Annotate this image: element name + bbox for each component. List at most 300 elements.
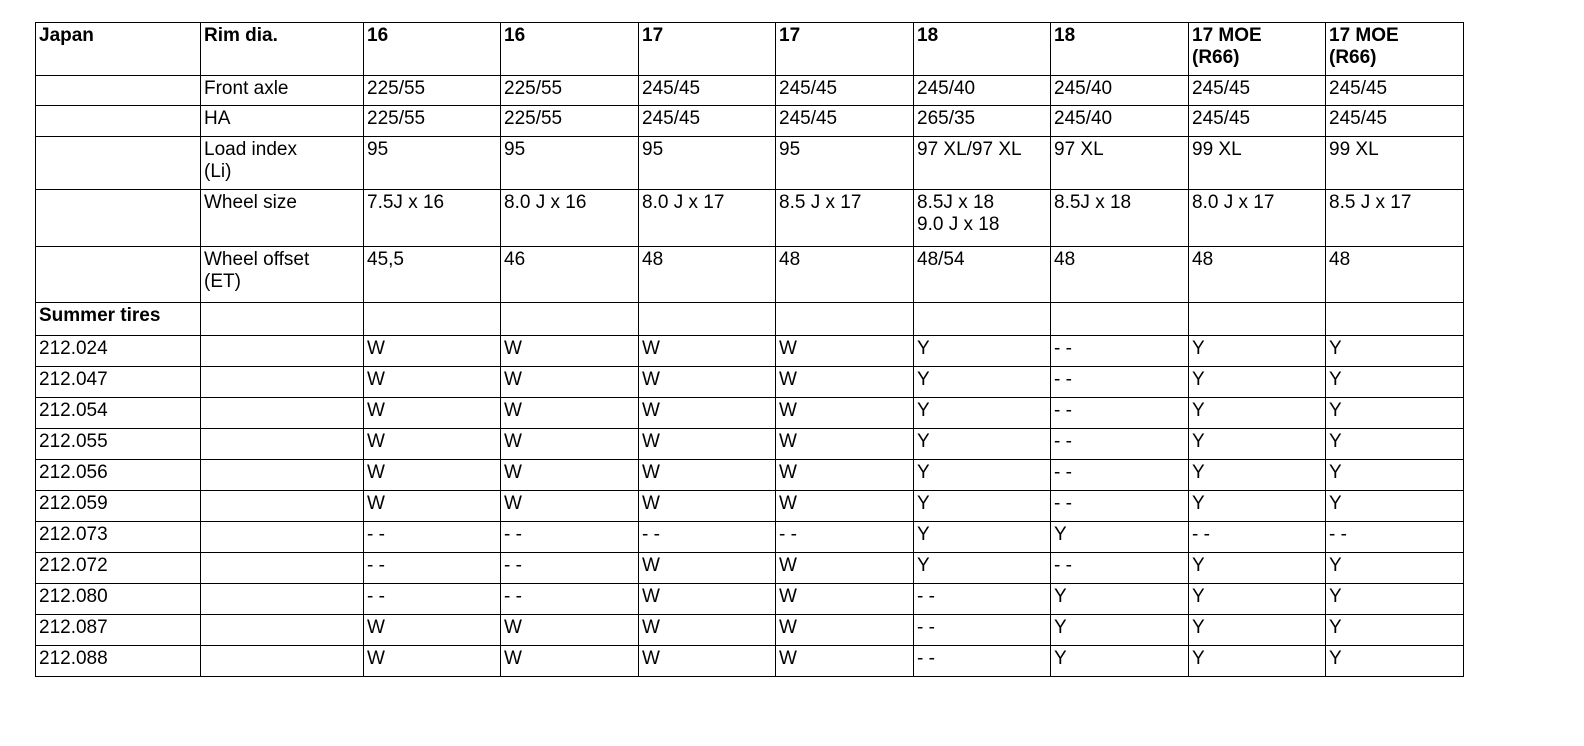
cell-text: (R66) bbox=[1329, 47, 1377, 68]
cell-text: - - bbox=[917, 586, 935, 607]
spec-value-cell bbox=[1326, 190, 1464, 247]
cell-text: 95 bbox=[367, 139, 389, 160]
cell-text: W bbox=[779, 462, 797, 483]
cell-text: Y bbox=[1192, 586, 1205, 607]
approval-cell bbox=[501, 336, 639, 367]
empty-cell bbox=[1189, 303, 1326, 336]
section-row bbox=[36, 303, 1464, 336]
spec-row bbox=[36, 106, 1464, 137]
cell-text: 16 bbox=[504, 25, 526, 46]
spec-value-cell bbox=[1326, 106, 1464, 137]
approval-cell bbox=[1051, 553, 1189, 584]
cell-text: Y bbox=[917, 431, 930, 452]
cell-text: Y bbox=[1329, 369, 1342, 390]
spec-value-cell bbox=[501, 76, 639, 106]
approval-cell bbox=[364, 522, 501, 553]
cell-text: 18 bbox=[917, 25, 939, 46]
approval-cell bbox=[1326, 584, 1464, 615]
spec-value-cell bbox=[639, 190, 776, 247]
spec-row bbox=[36, 76, 1464, 106]
cell-text: Y bbox=[1329, 431, 1342, 452]
cell-text: 245/45 bbox=[642, 78, 701, 99]
empty-cell bbox=[776, 303, 914, 336]
tire-row bbox=[36, 646, 1464, 677]
spec-value-cell bbox=[776, 190, 914, 247]
cell-text: 45,5 bbox=[367, 249, 404, 270]
cell-text: 212.073 bbox=[39, 524, 108, 545]
approval-cell bbox=[1051, 398, 1189, 429]
cell-text: - - bbox=[1054, 369, 1072, 390]
region-header-cell: Japan bbox=[36, 23, 201, 76]
cell-text: Y bbox=[1192, 617, 1205, 638]
empty-cell bbox=[364, 303, 501, 336]
cell-text: Y bbox=[1192, 369, 1205, 390]
spec-value-cell bbox=[501, 137, 639, 190]
cell-text: 8.0 J x 16 bbox=[504, 192, 587, 213]
empty-cell bbox=[201, 522, 364, 553]
cell-text: W bbox=[367, 431, 385, 452]
spec-value-cell bbox=[639, 137, 776, 190]
rim-column-header-6 bbox=[1051, 23, 1189, 76]
cell-text: Y bbox=[1192, 493, 1205, 514]
approval-cell bbox=[914, 615, 1051, 646]
approval-cell bbox=[501, 615, 639, 646]
spec-value-cell bbox=[914, 106, 1051, 137]
cell-text: Front axle bbox=[204, 78, 289, 99]
cell-text: Y bbox=[1329, 493, 1342, 514]
spec-value-cell bbox=[364, 190, 501, 247]
approval-cell bbox=[1051, 367, 1189, 398]
cell-text: - - bbox=[1192, 524, 1210, 545]
approval-cell bbox=[364, 584, 501, 615]
cell-text: 225/55 bbox=[504, 108, 563, 129]
approval-cell bbox=[914, 491, 1051, 522]
tire-code-cell bbox=[36, 615, 201, 646]
approval-cell bbox=[501, 367, 639, 398]
approval-cell bbox=[1189, 522, 1326, 553]
spec-value-cell bbox=[364, 247, 501, 303]
empty-cell bbox=[201, 303, 364, 336]
cell-text: Y bbox=[917, 493, 930, 514]
cell-text: 212.054 bbox=[39, 400, 108, 421]
rim-column-header-5 bbox=[914, 23, 1051, 76]
cell-text: W bbox=[367, 648, 385, 669]
cell-text: Y bbox=[1329, 586, 1342, 607]
approval-cell bbox=[776, 491, 914, 522]
spec-value-cell bbox=[1051, 247, 1189, 303]
approval-cell bbox=[914, 460, 1051, 491]
cell-text: W bbox=[367, 617, 385, 638]
tire-code-cell bbox=[36, 398, 201, 429]
cell-text: - - bbox=[1054, 493, 1072, 514]
spec-value-cell bbox=[776, 137, 914, 190]
cell-text: - - bbox=[1054, 555, 1072, 576]
approval-cell bbox=[1189, 584, 1326, 615]
cell-text: 225/55 bbox=[504, 78, 563, 99]
cell-text: Wheel offset bbox=[204, 249, 310, 270]
spec-label-cell bbox=[201, 137, 364, 190]
tire-code-cell bbox=[36, 429, 201, 460]
cell-text: - - bbox=[1329, 524, 1347, 545]
approval-cell bbox=[639, 460, 776, 491]
approval-cell bbox=[639, 646, 776, 677]
cell-text: 212.088 bbox=[39, 648, 108, 669]
cell-text: W bbox=[642, 462, 660, 483]
cell-text: Y bbox=[1329, 400, 1342, 421]
tire-approval-table bbox=[35, 22, 1464, 677]
empty-cell bbox=[201, 584, 364, 615]
approval-cell bbox=[776, 522, 914, 553]
approval-cell bbox=[501, 460, 639, 491]
tire-row bbox=[36, 522, 1464, 553]
cell-text: W bbox=[504, 369, 522, 390]
spec-value-cell bbox=[501, 247, 639, 303]
rim-diameter-header-cell: Rim dia. bbox=[201, 23, 364, 76]
cell-text: 17 bbox=[779, 25, 801, 46]
spec-value-cell bbox=[1051, 190, 1189, 247]
spec-value-cell bbox=[1051, 137, 1189, 190]
cell-text: W bbox=[642, 555, 660, 576]
approval-cell bbox=[914, 646, 1051, 677]
cell-text: Y bbox=[917, 524, 930, 545]
approval-cell bbox=[364, 646, 501, 677]
approval-cell bbox=[1051, 615, 1189, 646]
cell-text: W bbox=[504, 462, 522, 483]
cell-text: Y bbox=[1054, 648, 1067, 669]
spec-label-cell bbox=[201, 247, 364, 303]
approval-cell bbox=[1051, 584, 1189, 615]
cell-text: - - bbox=[642, 524, 660, 545]
empty-cell bbox=[201, 429, 364, 460]
cell-text: 99 XL bbox=[1192, 139, 1242, 160]
cell-text: 48/54 bbox=[917, 249, 965, 270]
cell-text: Wheel size bbox=[204, 192, 297, 213]
tire-row bbox=[36, 584, 1464, 615]
approval-cell bbox=[364, 491, 501, 522]
cell-text: Y bbox=[1329, 338, 1342, 359]
cell-text: - - bbox=[917, 648, 935, 669]
cell-text: - - bbox=[367, 555, 385, 576]
cell-text: 245/45 bbox=[1192, 78, 1251, 99]
cell-text: - - bbox=[1054, 431, 1072, 452]
approval-cell bbox=[914, 398, 1051, 429]
cell-text: 8.5 J x 17 bbox=[779, 192, 862, 213]
approval-cell bbox=[364, 553, 501, 584]
cell-text: 212.056 bbox=[39, 462, 108, 483]
approval-cell bbox=[364, 398, 501, 429]
cell-text: 245/40 bbox=[917, 78, 976, 99]
spec-value-cell bbox=[639, 247, 776, 303]
cell-text: W bbox=[642, 431, 660, 452]
cell-text: 17 MOE bbox=[1192, 25, 1262, 46]
cell-text: W bbox=[642, 338, 660, 359]
spec-row bbox=[36, 137, 1464, 190]
approval-cell bbox=[639, 522, 776, 553]
empty-cell bbox=[201, 398, 364, 429]
tire-row bbox=[36, 398, 1464, 429]
tire-row bbox=[36, 367, 1464, 398]
approval-cell bbox=[1326, 336, 1464, 367]
empty-cell bbox=[36, 137, 201, 190]
spec-value-cell bbox=[1189, 76, 1326, 106]
cell-text: - - bbox=[504, 524, 522, 545]
cell-text: Y bbox=[917, 400, 930, 421]
tire-code-cell bbox=[36, 460, 201, 491]
cell-text: 95 bbox=[504, 139, 526, 160]
cell-text: 212.087 bbox=[39, 617, 108, 638]
cell-text: Y bbox=[1054, 524, 1067, 545]
spec-value-cell bbox=[639, 106, 776, 137]
empty-cell bbox=[36, 190, 201, 247]
approval-cell bbox=[1051, 336, 1189, 367]
tire-row bbox=[36, 615, 1464, 646]
cell-text: W bbox=[504, 648, 522, 669]
cell-text: 245/45 bbox=[1329, 108, 1388, 129]
approval-cell bbox=[776, 398, 914, 429]
cell-text: Y bbox=[1192, 431, 1205, 452]
spec-value-cell bbox=[776, 247, 914, 303]
cell-text: 212.024 bbox=[39, 338, 108, 359]
cell-text: Y bbox=[1192, 338, 1205, 359]
cell-text: (R66) bbox=[1192, 47, 1240, 68]
approval-cell bbox=[1189, 646, 1326, 677]
approval-cell bbox=[776, 336, 914, 367]
cell-text: - - bbox=[1054, 338, 1072, 359]
approval-cell bbox=[639, 615, 776, 646]
tire-row bbox=[36, 553, 1464, 584]
empty-cell bbox=[201, 367, 364, 398]
approval-cell bbox=[776, 553, 914, 584]
section-title-cell bbox=[36, 303, 201, 336]
cell-text: W bbox=[367, 369, 385, 390]
empty-cell bbox=[914, 303, 1051, 336]
approval-cell bbox=[914, 522, 1051, 553]
tire-row bbox=[36, 429, 1464, 460]
cell-text: W bbox=[642, 617, 660, 638]
cell-text: 46 bbox=[504, 249, 526, 270]
tire-row bbox=[36, 491, 1464, 522]
rim-column-header-1 bbox=[364, 23, 501, 76]
cell-text: W bbox=[642, 369, 660, 390]
cell-text: 245/45 bbox=[1329, 78, 1388, 99]
cell-text: W bbox=[504, 400, 522, 421]
empty-cell bbox=[36, 76, 201, 106]
cell-text: Summer tires bbox=[39, 305, 161, 326]
approval-cell bbox=[776, 367, 914, 398]
approval-cell bbox=[1326, 429, 1464, 460]
cell-text: Y bbox=[917, 462, 930, 483]
spec-value-cell bbox=[1326, 247, 1464, 303]
cell-text: - - bbox=[779, 524, 797, 545]
cell-text: (ET) bbox=[204, 271, 241, 292]
approval-cell bbox=[501, 491, 639, 522]
cell-text: W bbox=[504, 617, 522, 638]
spec-value-cell bbox=[1189, 137, 1326, 190]
spec-value-cell bbox=[1326, 76, 1464, 106]
approval-cell bbox=[1051, 491, 1189, 522]
cell-text: 8.5 J x 17 bbox=[1329, 192, 1412, 213]
cell-text: W bbox=[367, 338, 385, 359]
cell-text: 9.0 J x 18 bbox=[917, 214, 1000, 235]
cell-text: W bbox=[779, 493, 797, 514]
spec-value-cell bbox=[776, 106, 914, 137]
empty-cell bbox=[201, 336, 364, 367]
cell-text: 225/55 bbox=[367, 108, 426, 129]
tire-row bbox=[36, 460, 1464, 491]
cell-text: 7.5J x 16 bbox=[367, 192, 445, 213]
tire-code-cell bbox=[36, 522, 201, 553]
cell-text: 48 bbox=[1192, 249, 1214, 270]
empty-cell bbox=[36, 106, 201, 137]
rim-column-header-4 bbox=[776, 23, 914, 76]
cell-text: W bbox=[642, 586, 660, 607]
approval-cell bbox=[914, 584, 1051, 615]
cell-text: 97 XL bbox=[1054, 139, 1104, 160]
tire-code-cell bbox=[36, 336, 201, 367]
cell-text: 245/45 bbox=[779, 108, 838, 129]
approval-cell bbox=[639, 429, 776, 460]
cell-text: W bbox=[779, 431, 797, 452]
cell-text: W bbox=[504, 338, 522, 359]
approval-cell bbox=[1326, 553, 1464, 584]
cell-text: 245/45 bbox=[1192, 108, 1251, 129]
spec-row bbox=[36, 190, 1464, 247]
rim-column-header-2 bbox=[501, 23, 639, 76]
cell-text: 212.072 bbox=[39, 555, 108, 576]
cell-text: 48 bbox=[779, 249, 801, 270]
rim-column-header-3 bbox=[639, 23, 776, 76]
cell-text: Y bbox=[1329, 555, 1342, 576]
approval-cell bbox=[776, 429, 914, 460]
spec-value-cell bbox=[364, 137, 501, 190]
spec-value-cell bbox=[639, 76, 776, 106]
spec-label-cell bbox=[201, 190, 364, 247]
spec-value-cell bbox=[364, 76, 501, 106]
empty-cell bbox=[201, 615, 364, 646]
cell-text: W bbox=[779, 338, 797, 359]
cell-text: 8.5J x 18 bbox=[1054, 192, 1132, 213]
approval-cell bbox=[1326, 491, 1464, 522]
cell-text: - - bbox=[504, 586, 522, 607]
approval-cell bbox=[1189, 460, 1326, 491]
spec-value-cell bbox=[1189, 247, 1326, 303]
spec-value-cell bbox=[1326, 137, 1464, 190]
spec-value-cell bbox=[914, 76, 1051, 106]
approval-cell bbox=[1051, 429, 1189, 460]
spec-value-cell bbox=[1189, 190, 1326, 247]
rim-column-header-7 bbox=[1189, 23, 1326, 76]
spec-value-cell bbox=[1051, 76, 1189, 106]
cell-text: W bbox=[642, 400, 660, 421]
cell-text: Y bbox=[1329, 462, 1342, 483]
approval-cell bbox=[1326, 522, 1464, 553]
empty-cell bbox=[36, 247, 201, 303]
cell-text: W bbox=[779, 586, 797, 607]
approval-cell bbox=[1189, 615, 1326, 646]
approval-cell bbox=[364, 460, 501, 491]
approval-cell bbox=[501, 646, 639, 677]
cell-text: 17 bbox=[642, 25, 664, 46]
cell-text: W bbox=[779, 555, 797, 576]
empty-cell bbox=[501, 303, 639, 336]
cell-text: - - bbox=[367, 524, 385, 545]
cell-text: Y bbox=[1192, 462, 1205, 483]
tire-code-cell bbox=[36, 367, 201, 398]
approval-cell bbox=[776, 584, 914, 615]
approval-cell bbox=[639, 398, 776, 429]
cell-text: W bbox=[504, 431, 522, 452]
approval-cell bbox=[501, 429, 639, 460]
spec-value-cell bbox=[776, 76, 914, 106]
approval-cell bbox=[364, 615, 501, 646]
cell-text: 212.055 bbox=[39, 431, 108, 452]
empty-cell bbox=[201, 553, 364, 584]
cell-text: 8.5J x 18 bbox=[917, 192, 995, 213]
approval-cell bbox=[1326, 398, 1464, 429]
cell-text: 245/45 bbox=[642, 108, 701, 129]
empty-cell bbox=[201, 646, 364, 677]
approval-cell bbox=[776, 615, 914, 646]
cell-text: HA bbox=[204, 108, 231, 129]
approval-cell bbox=[639, 553, 776, 584]
tire-code-cell bbox=[36, 646, 201, 677]
cell-text: W bbox=[779, 648, 797, 669]
cell-text: 225/55 bbox=[367, 78, 426, 99]
cell-text: 48 bbox=[1054, 249, 1076, 270]
spec-value-cell bbox=[501, 106, 639, 137]
cell-text: 245/40 bbox=[1054, 108, 1113, 129]
spec-value-cell bbox=[1051, 106, 1189, 137]
approval-cell bbox=[501, 398, 639, 429]
cell-text: - - bbox=[367, 586, 385, 607]
cell-text: 95 bbox=[642, 139, 664, 160]
spec-value-cell bbox=[914, 137, 1051, 190]
empty-cell bbox=[201, 491, 364, 522]
rim-column-header-8 bbox=[1326, 23, 1464, 76]
approval-cell bbox=[1051, 460, 1189, 491]
cell-text: W bbox=[779, 369, 797, 390]
tire-row bbox=[36, 336, 1464, 367]
cell-text: W bbox=[504, 493, 522, 514]
spec-value-cell bbox=[364, 106, 501, 137]
cell-text: W bbox=[367, 462, 385, 483]
spec-row bbox=[36, 247, 1464, 303]
cell-text: 16 bbox=[367, 25, 389, 46]
approval-cell bbox=[914, 367, 1051, 398]
approval-cell bbox=[1326, 615, 1464, 646]
cell-text: Load index bbox=[204, 139, 297, 160]
cell-text: Y bbox=[917, 369, 930, 390]
cell-text: 97 XL/97 XL bbox=[917, 139, 1022, 160]
cell-text: 18 bbox=[1054, 25, 1076, 46]
cell-text: 212.047 bbox=[39, 369, 108, 390]
approval-cell bbox=[1189, 336, 1326, 367]
header-row bbox=[36, 23, 1464, 76]
approval-cell bbox=[364, 336, 501, 367]
approval-cell bbox=[776, 460, 914, 491]
approval-cell bbox=[776, 646, 914, 677]
cell-text: Y bbox=[1054, 586, 1067, 607]
empty-cell bbox=[201, 460, 364, 491]
approval-cell bbox=[364, 367, 501, 398]
approval-cell bbox=[914, 336, 1051, 367]
cell-text: Y bbox=[1054, 617, 1067, 638]
cell-text: 95 bbox=[779, 139, 801, 160]
spec-value-cell bbox=[914, 190, 1051, 247]
approval-cell bbox=[639, 491, 776, 522]
cell-text: 245/40 bbox=[1054, 78, 1113, 99]
tire-code-cell bbox=[36, 584, 201, 615]
